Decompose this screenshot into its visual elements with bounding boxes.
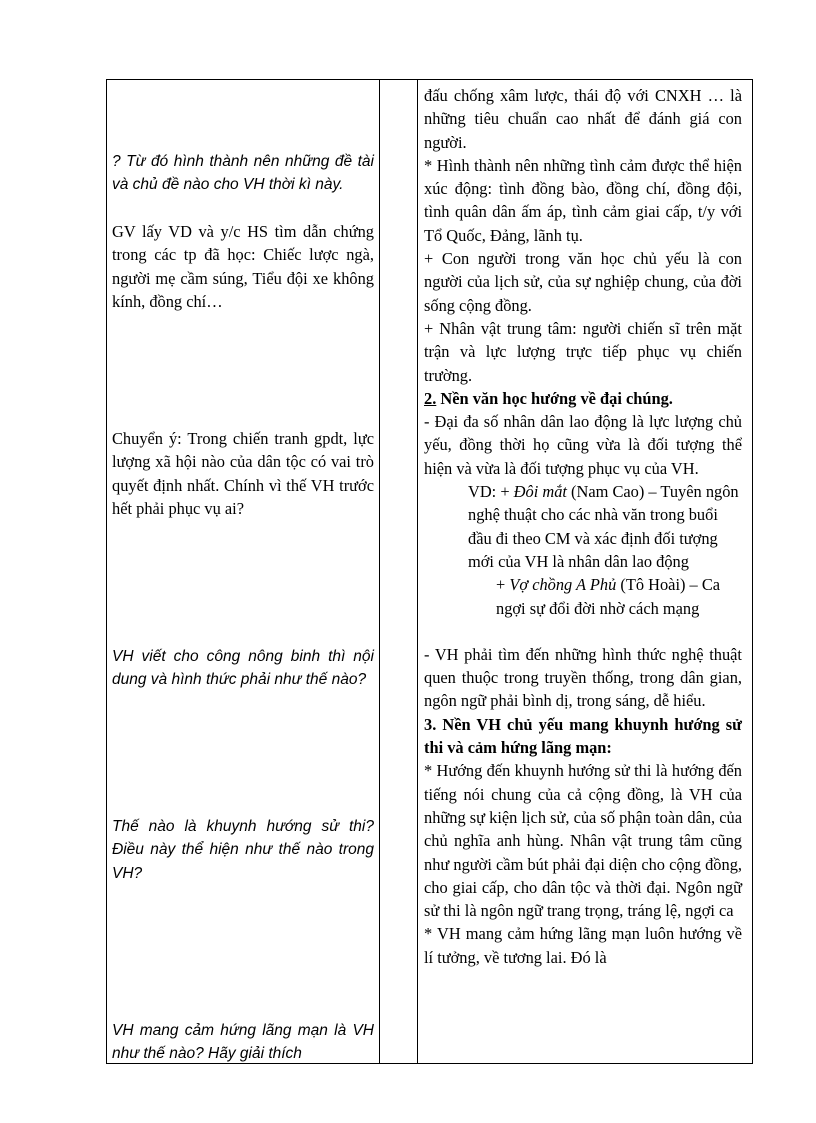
transition-text: Chuyển ý: Trong chiến tranh gpdt, lực lượng xã hội nào của dân tộc có vai trò quyết định nhất. Chính vì thế VH trước hết phải phục vụ ai?: [112, 429, 374, 518]
heading-section-2: 2. Nền văn học hướng về đại chúng.: [424, 388, 673, 408]
heading-section-3: 3. Nền VH chủ yếu mang khuynh hướng sử thi và cảm hứng lãng mạn:: [424, 714, 742, 758]
paragraph-people: + Con người trong văn học chủ yếu là con người của lịch sử, của sự nghiệp chung, của đời sống cộng đồng.: [424, 249, 742, 315]
blank-line: [424, 620, 742, 643]
paragraph-masses: - Đại đa số nhân dân lao động là lực lượng chủ yếu, đồng thời họ cũng vừa là đối tượng thể hiện và vừa là đối tượng phục vụ của VH.: [424, 412, 742, 478]
column-divider-2: [417, 79, 418, 1064]
example-vo-chong-a-phu: + Vợ chồng A Phủ (Tô Hoài) – Ca ngợi sự đổi đời nhờ cách mạng: [496, 575, 721, 618]
column-divider-1: [379, 79, 380, 1064]
content-column: [424, 84, 742, 969]
paragraph-criteria: đấu chống xâm lược, thái độ với CNXH … là những tiêu chuẩn cao nhất để đánh giá con người.: [424, 86, 742, 152]
paragraph-romantic: * VH mang cảm hứng lãng mạn luôn hướng về lí tưởng, về tương lai. Đó là: [424, 924, 742, 967]
question-epic-tendency: Thế nào là khuynh hướng sử thi? Điều này thể hiện như thế nào trong VH?: [112, 818, 374, 882]
question-content-form: VH viết cho công nông binh thì nội dung và hình thức phải như thế nào?: [112, 648, 374, 689]
teacher-instruction: GV lấy VD và y/c HS tìm dẫn chứng trong các tp đã học: Chiếc lược ngà, người mẹ cầm súng, Tiểu đội xe không kính, đồng chí…: [112, 222, 374, 311]
paragraph-central-character: + Nhân vật trung tâm: người chiến sĩ trên mặt trận và lực lượng trực tiếp phục vụ chiến trường.: [424, 318, 742, 385]
question-romantic-inspiration: VH mang cảm hứng lãng mạn là VH như thế nào? Hãy giải thích: [112, 1022, 374, 1063]
paragraph-epic: * Hướng đến khuynh hướng sử thi là hướng đến tiếng nói chung của cả cộng đồng, là VH của những sự kiện lịch sử, của số phận toàn dân, của chủ nghĩa anh hùng. Nhân vật trung tâm cũng như người cầm bút phải đại diện cho cộng đồng, cho giai cấp, cho dân tộc và thời đại. Ngôn ngữ sử thi là ngôn ngữ trang trọng, tráng lệ, ngợi ca: [424, 761, 742, 921]
paragraph-art-forms: - VH phải tìm đến những hình thức nghệ thuật quen thuộc trong truyền thống, trong dân gian, ngôn ngữ phải bình dị, trong sáng, dễ hiểu.: [424, 644, 742, 711]
example-doi-mat: VD: + Đôi mắt (Nam Cao) – Tuyên ngôn nghệ thuật cho các nhà văn trong buổi đầu đi theo CM và xác định đối tượng mới của VH là nhân dân lao động: [468, 482, 739, 571]
paragraph-emotions: * Hình thành nên những tình cảm được thể hiện xúc động: tình đồng bào, đồng chí, đồng đội, tình quân dân ấm áp, tình cảm giai cấp, t/y với Tổ Quốc, Đảng, lãnh tụ.: [424, 155, 742, 245]
question-topics: ? Từ đó hình thành nên những đề tài và chủ đề nào cho VH thời kì này.: [112, 153, 374, 194]
